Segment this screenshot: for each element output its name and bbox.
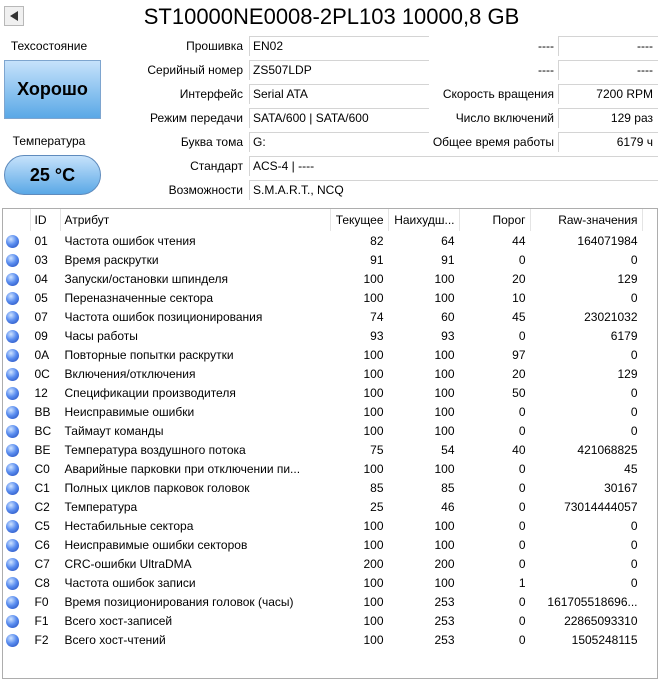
attribute-id: F1 — [34, 613, 49, 628]
status-dot-icon — [6, 235, 19, 248]
power-on-hours-label: Общее время работы — [432, 135, 554, 149]
status-cell — [3, 497, 30, 516]
attribute-id: 09 — [34, 328, 48, 343]
filler-cell — [642, 497, 657, 516]
transfer-mode-value: SATA/600 | SATA/600 — [249, 108, 429, 128]
status-cell — [3, 516, 30, 535]
filler-cell — [642, 307, 657, 326]
attribute-name: Включения/отключения — [64, 366, 196, 381]
disk-title: ST10000NE0008-2PL103 10000,8 GB — [143, 4, 520, 29]
attribute-id: C2 — [34, 499, 50, 514]
column-header-id[interactable]: ID — [30, 209, 60, 231]
filler-cell — [642, 592, 657, 611]
current-value: 85 — [370, 480, 384, 495]
worst-value: 100 — [434, 404, 455, 419]
status-cell — [3, 611, 30, 630]
status-cell — [3, 269, 30, 288]
worst-value: 46 — [441, 499, 455, 514]
worst-value: 93 — [441, 328, 455, 343]
status-dot-icon — [6, 596, 19, 609]
raw-value: 421068825 — [577, 442, 638, 457]
column-header-attribute[interactable]: Атрибут — [60, 209, 330, 231]
raw-value: 0 — [630, 556, 638, 571]
table-row[interactable] — [3, 440, 657, 459]
filler-cell — [642, 250, 657, 269]
current-value: 100 — [363, 423, 384, 438]
attribute-id: F0 — [34, 594, 49, 609]
raw-value: 30167 — [604, 480, 638, 495]
worst-value: 100 — [434, 271, 455, 286]
current-value: 100 — [363, 613, 384, 628]
attribute-name: Таймаут команды — [64, 423, 164, 438]
status-dot-icon — [6, 634, 19, 647]
status-cell — [3, 421, 30, 440]
table-row[interactable] — [3, 250, 657, 269]
current-value: 100 — [363, 385, 384, 400]
table-row[interactable] — [3, 269, 657, 288]
filler-cell — [642, 345, 657, 364]
status-dot-icon — [6, 406, 19, 419]
threshold-value: 0 — [518, 328, 526, 343]
table-row[interactable] — [3, 402, 657, 421]
raw-value: 129 — [617, 271, 638, 286]
status-dot-icon — [6, 292, 19, 305]
column-header-threshold[interactable]: Порог — [459, 209, 530, 231]
table-row[interactable] — [3, 459, 657, 478]
raw-value: 0 — [630, 423, 638, 438]
status-dot-icon — [6, 463, 19, 476]
threshold-value: 0 — [518, 594, 526, 609]
attribute-id: 07 — [34, 309, 48, 324]
attribute-id: C5 — [34, 518, 50, 533]
status-cell — [3, 459, 30, 478]
worst-value: 100 — [434, 537, 455, 552]
current-value: 100 — [363, 461, 384, 476]
attribute-id: C6 — [34, 537, 50, 552]
current-value: 100 — [363, 290, 384, 305]
status-cell — [3, 592, 30, 611]
attribute-id: BB — [34, 404, 51, 419]
raw-value: 0 — [630, 575, 638, 590]
worst-value: 85 — [441, 480, 455, 495]
filler-cell — [642, 364, 657, 383]
standard-label: Стандарт — [190, 159, 243, 173]
threshold-value: 0 — [518, 404, 526, 419]
column-header-current[interactable]: Текущее — [330, 209, 388, 231]
filler-cell — [642, 440, 657, 459]
threshold-value: 50 — [512, 385, 526, 400]
filler-cell — [642, 478, 657, 497]
filler-cell — [642, 516, 657, 535]
attribute-name: Неисправимые ошибки — [64, 404, 195, 419]
current-value: 100 — [363, 366, 384, 381]
table-row[interactable] — [3, 630, 657, 649]
status-dot-icon — [6, 368, 19, 381]
attribute-id: BC — [34, 423, 52, 438]
smart-attributes-table[interactable] — [2, 208, 658, 679]
raw-value: 0 — [630, 347, 638, 362]
status-cell — [3, 402, 30, 421]
worst-value: 64 — [441, 233, 455, 248]
attribute-name: Температура — [64, 499, 138, 514]
table-row[interactable] — [3, 592, 657, 611]
current-value: 200 — [363, 556, 384, 571]
attribute-id: 0C — [34, 366, 50, 381]
worst-value: 100 — [434, 347, 455, 362]
attribute-name: Частота ошибок чтения — [64, 233, 196, 248]
table-row[interactable] — [3, 611, 657, 630]
raw-value: 0 — [630, 290, 638, 305]
current-value: 100 — [363, 594, 384, 609]
worst-value: 100 — [434, 385, 455, 400]
attribute-id: 12 — [34, 385, 48, 400]
table-row[interactable] — [3, 421, 657, 440]
attribute-id: C0 — [34, 461, 50, 476]
status-dot-icon — [6, 577, 19, 590]
worst-value: 253 — [434, 632, 455, 647]
filler-cell — [642, 269, 657, 288]
filler-cell — [642, 383, 657, 402]
current-value: 100 — [363, 347, 384, 362]
interface-value: Serial ATA — [249, 84, 429, 104]
firmware-value: EN02 — [249, 36, 429, 56]
threshold-value: 0 — [518, 537, 526, 552]
filler-cell — [642, 535, 657, 554]
current-value: 100 — [363, 271, 384, 286]
status-cell — [3, 383, 30, 402]
attribute-id: C7 — [34, 556, 50, 571]
table-row[interactable] — [3, 326, 657, 345]
worst-value: 91 — [441, 252, 455, 267]
drive-letter-label: Буква тома — [180, 135, 243, 149]
filler-cell — [642, 231, 657, 250]
threshold-value: 0 — [518, 556, 526, 571]
health-label: Техсостояние — [10, 39, 88, 53]
filler-cell — [642, 554, 657, 573]
status-cell — [3, 478, 30, 497]
threshold-value: 0 — [518, 499, 526, 514]
rotation-speed-label: Скорость вращения — [442, 87, 554, 101]
raw-value: 1505248115 — [571, 632, 638, 647]
attribute-name: Всего хост-записей — [64, 613, 173, 628]
current-value: 74 — [370, 309, 384, 324]
threshold-value: 0 — [518, 632, 526, 647]
serial-label: Серийный номер — [147, 63, 243, 77]
worst-value: 200 — [434, 556, 455, 571]
attribute-id: C1 — [34, 480, 50, 495]
status-dot-icon — [6, 615, 19, 628]
attribute-name: Неисправимые ошибки секторов — [64, 537, 248, 552]
worst-value: 100 — [434, 366, 455, 381]
current-value: 100 — [363, 518, 384, 533]
raw-value: 0 — [630, 404, 638, 419]
status-cell — [3, 440, 30, 459]
raw-value: 23021032 — [584, 309, 638, 324]
status-dot-icon — [6, 444, 19, 457]
raw-value: 45 — [624, 461, 638, 476]
blank-key-2: ---- — [538, 63, 554, 77]
blank-value-1: ---- — [558, 36, 658, 56]
attribute-name: Всего хост-чтений — [64, 632, 166, 647]
blank-value-2: ---- — [558, 60, 658, 80]
attribute-id: 01 — [34, 233, 48, 248]
raw-value: 22865093310 — [564, 613, 638, 628]
temperature-badge[interactable]: 25 °C — [4, 155, 101, 195]
back-arrow-icon[interactable] — [4, 6, 24, 26]
status-dot-icon — [6, 349, 19, 362]
attribute-name: Время позиционирования головок (часы) — [64, 594, 294, 609]
filler-cell — [642, 402, 657, 421]
raw-value: 129 — [617, 366, 638, 381]
raw-value: 0 — [630, 385, 638, 400]
worst-value: 100 — [434, 290, 455, 305]
filler-cell — [642, 288, 657, 307]
status-cell — [3, 231, 30, 250]
filler-cell — [642, 421, 657, 440]
attribute-name: Повторные попытки раскрутки — [64, 347, 234, 362]
threshold-value: 0 — [518, 252, 526, 267]
raw-value: 6179 — [610, 328, 638, 343]
table-row[interactable] — [3, 497, 657, 516]
threshold-value: 20 — [512, 366, 526, 381]
filler-cell — [642, 630, 657, 649]
attribute-name: Часы работы — [64, 328, 138, 343]
current-value: 93 — [370, 328, 384, 343]
status-cell — [3, 573, 30, 592]
table-row[interactable] — [3, 231, 657, 250]
status-dot-icon — [6, 558, 19, 571]
status-cell — [3, 554, 30, 573]
threshold-value: 0 — [518, 613, 526, 628]
table-row[interactable] — [3, 573, 657, 592]
status-dot-icon — [6, 520, 19, 533]
worst-value: 54 — [441, 442, 455, 457]
raw-value: 0 — [630, 518, 638, 533]
table-row[interactable] — [3, 478, 657, 497]
status-dot-icon — [6, 387, 19, 400]
attribute-name: Температура воздушного потока — [64, 442, 246, 457]
current-value: 82 — [370, 233, 384, 248]
standard-value: ACS-4 | ---- — [249, 156, 658, 176]
status-cell — [3, 364, 30, 383]
raw-value: 0 — [630, 537, 638, 552]
attribute-name: Частота ошибок позиционирования — [64, 309, 263, 324]
status-dot-icon — [6, 501, 19, 514]
current-value: 91 — [370, 252, 384, 267]
attribute-id: 03 — [34, 252, 48, 267]
status-cell — [3, 535, 30, 554]
features-label: Возможности — [168, 183, 243, 197]
temperature-label: Температура — [12, 134, 86, 148]
attribute-name: Частота ошибок записи — [64, 575, 196, 590]
firmware-label: Прошивка — [186, 39, 243, 53]
worst-value: 100 — [434, 461, 455, 476]
attribute-name: Нестабильные сектора — [64, 518, 194, 533]
status-cell — [3, 345, 30, 364]
current-value: 100 — [363, 404, 384, 419]
table-row[interactable] — [3, 554, 657, 573]
current-value: 100 — [363, 632, 384, 647]
worst-value: 100 — [434, 575, 455, 590]
attribute-id: BE — [34, 442, 51, 457]
drive-letter-value: G: — [249, 132, 429, 152]
attribute-name: CRC-ошибки UltraDMA — [64, 556, 192, 571]
status-cell — [3, 288, 30, 307]
table-row[interactable] — [3, 535, 657, 554]
column-header-raw[interactable]: Raw-значения — [530, 209, 642, 231]
status-dot-icon — [6, 273, 19, 286]
status-cell — [3, 630, 30, 649]
worst-value: 100 — [434, 423, 455, 438]
threshold-value: 44 — [512, 233, 526, 248]
power-on-hours-value: 6179 ч — [558, 132, 658, 152]
status-cell — [3, 326, 30, 345]
filler-cell — [642, 459, 657, 478]
power-on-count-label: Число включений — [455, 111, 554, 125]
threshold-value: 45 — [512, 309, 526, 324]
table-row[interactable] — [3, 364, 657, 383]
worst-value: 60 — [441, 309, 455, 324]
filler-cell — [642, 611, 657, 630]
current-value: 100 — [363, 537, 384, 552]
power-on-count-value: 129 раз — [558, 108, 658, 128]
filler-cell — [642, 573, 657, 592]
column-header-filler — [642, 209, 657, 231]
current-value: 25 — [370, 499, 384, 514]
attribute-id: 04 — [34, 271, 48, 286]
attribute-id: C8 — [34, 575, 50, 590]
attribute-name: Полных циклов парковок головок — [64, 480, 250, 495]
transfer-mode-label: Режим передачи — [150, 111, 243, 125]
table-row[interactable] — [3, 516, 657, 535]
column-header-worst[interactable]: Наихудш... — [388, 209, 459, 231]
threshold-value: 0 — [518, 518, 526, 533]
table-row[interactable] — [3, 288, 657, 307]
status-cell — [3, 307, 30, 326]
column-header-status[interactable] — [3, 209, 30, 231]
status-dot-icon — [6, 425, 19, 438]
attribute-name: Время раскрутки — [64, 252, 159, 267]
raw-value: 73014444057 — [564, 499, 638, 514]
attribute-name: Запуски/остановки шпинделя — [64, 271, 228, 286]
status-dot-icon — [6, 311, 19, 324]
table-row[interactable] — [3, 345, 657, 364]
table-header — [3, 209, 657, 231]
attribute-id: 0A — [34, 347, 50, 362]
filler-cell — [642, 326, 657, 345]
attribute-name: Переназначенные сектора — [64, 290, 214, 305]
features-value: S.M.A.R.T., NCQ — [249, 180, 658, 200]
status-dot-icon — [6, 254, 19, 267]
threshold-value: 10 — [512, 290, 526, 305]
worst-value: 253 — [434, 613, 455, 628]
status-dot-icon — [6, 330, 19, 343]
worst-value: 100 — [434, 518, 455, 533]
current-value: 100 — [363, 575, 384, 590]
status-dot-icon — [6, 539, 19, 552]
attribute-id: F2 — [34, 632, 49, 647]
attribute-name: Спецификации производителя — [64, 385, 236, 400]
threshold-value: 1 — [518, 575, 526, 590]
threshold-value: 40 — [512, 442, 526, 457]
threshold-value: 97 — [512, 347, 526, 362]
interface-label: Интерфейс — [179, 87, 243, 101]
status-dot-icon — [6, 482, 19, 495]
table-row[interactable] — [3, 383, 657, 402]
threshold-value: 0 — [518, 423, 526, 438]
serial-value: ZS507LDP — [249, 60, 429, 80]
status-cell — [3, 250, 30, 269]
threshold-value: 0 — [518, 480, 526, 495]
rotation-speed-value: 7200 RPM — [558, 84, 658, 104]
attribute-id: 05 — [34, 290, 48, 305]
worst-value: 253 — [434, 594, 455, 609]
raw-value: 0 — [630, 252, 638, 267]
current-value: 75 — [370, 442, 384, 457]
threshold-value: 20 — [512, 271, 526, 286]
table-row[interactable] — [3, 307, 657, 326]
raw-value: 164071984 — [577, 233, 638, 248]
blank-key-1: ---- — [538, 39, 554, 53]
attribute-name: Аварийные парковки при отключении пи... — [64, 461, 301, 476]
raw-value: 161705518696... — [547, 594, 638, 609]
threshold-value: 0 — [518, 461, 526, 476]
health-status-badge[interactable]: Хорошо — [4, 60, 101, 119]
